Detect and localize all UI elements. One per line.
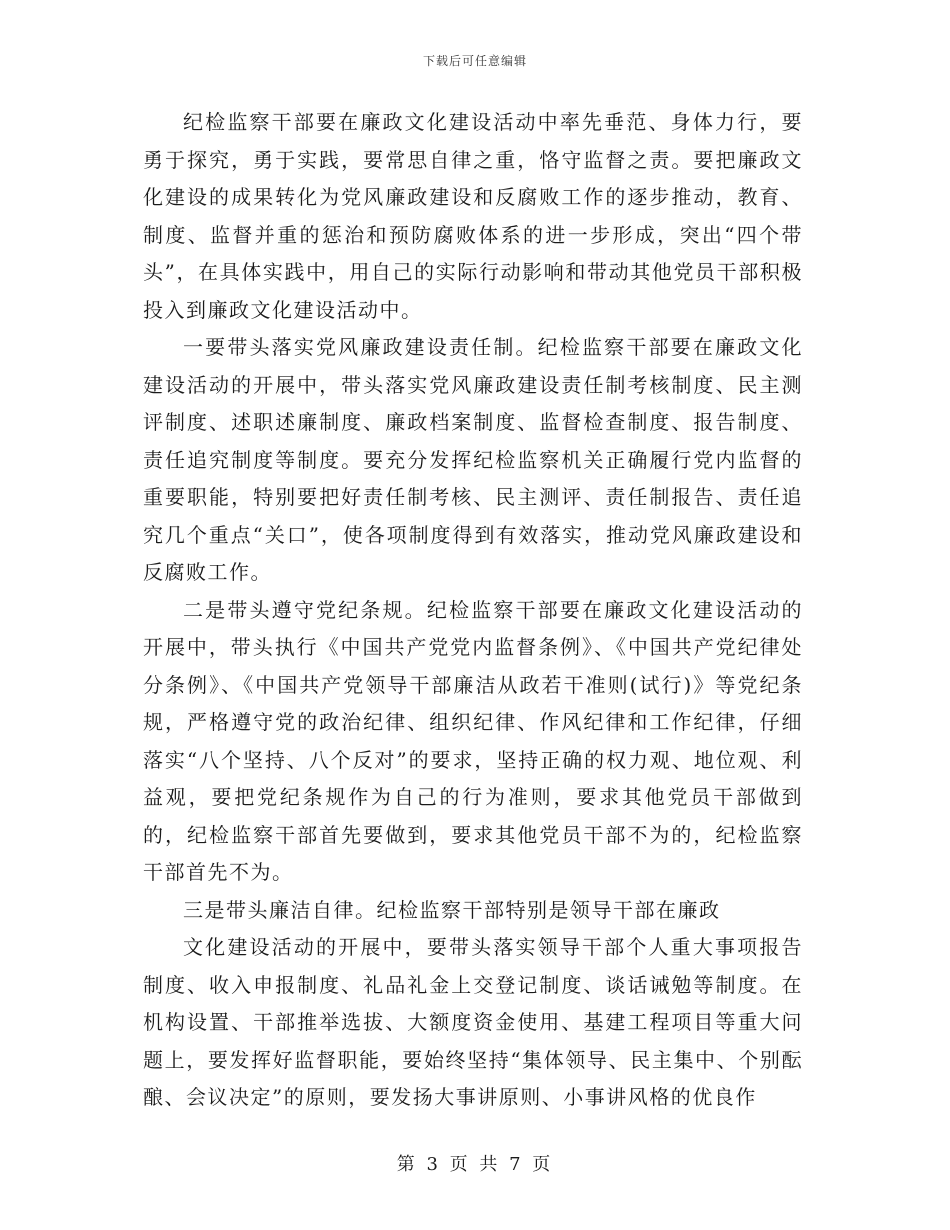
document-body xyxy=(143,104,803,1117)
page-number-footer: 第 3 页 共 7 页 xyxy=(396,1154,554,1175)
paragraph: 文化建设活动的开展中，要带头落实领导干部个人重大事项报告制度、收入申报制度、礼品礼金上交登记制度、谈话诫勉等制度。在机构设置、干部推举选拔、大额度资金使用、基建工程项目等重大问题上，要发挥好监督职能，要始终坚持“集体领导、民主集中、个别酝酿、会议决定”的原则，要发扬大事讲原则、小事讲风格的优良作 xyxy=(143,935,803,1109)
paragraph: 三是带头廉洁自律。纪检监察干部特别是领导干部在廉政 xyxy=(183,897,721,922)
paragraph: 一要带头落实党风廉政建设责任制。纪检监察干部要在廉政文化建设活动的开展中，带头落实党风廉政建设责任制考核制度、民主测评制度、述职述廉制度、廉政档案制度、监督检查制度、报告制度、责任追究制度等制度。要充分发挥纪检监察机关正确履行党内监督的重要职能，特别要把好责任制考核、民主测评、责任制报告、责任追究几个重点“关口”，使各项制度得到有效落实，推动党风廉政建设和反腐败工作。 xyxy=(143,335,803,584)
paragraph: 二是带头遵守党纪条规。纪检监察干部要在廉政文化建设活动的开展中，带头执行《中国共产党党内监督条例》、《中国共产党纪律处分条例》、《中国共产党领导干部廉洁从政若干准则(试行)》等党纪条规，严格遵守党的政治纪律、组织纪律、作风纪律和工作纪律，仔细落实“八个坚持、八个反对”的要求，坚持正确的权力观、地位观、利益观，要把党纪条规作为自己的行为准则，要求其他党员干部做到的，纪检监察干部首先要做到，要求其他党员干部不为的，纪检监察干部首先不为。 xyxy=(143,597,803,884)
page-header: 下载后可任意编辑 xyxy=(422,54,527,68)
paragraph: 纪检监察干部要在廉政文化建设活动中率先垂范、身体力行，要勇于探究，勇于实践，要常思自律之重，恪守监督之责。要把廉政文化建设的成果转化为党风廉政建设和反腐败工作的逐步推动，教育、制度、监督并重的惩治和预防腐败体系的进一步形成，突出“四个带头”，在具体实践中，用自己的实际行动影响和带动其他党员干部积极投入到廉政文化建设活动中。 xyxy=(143,110,803,322)
